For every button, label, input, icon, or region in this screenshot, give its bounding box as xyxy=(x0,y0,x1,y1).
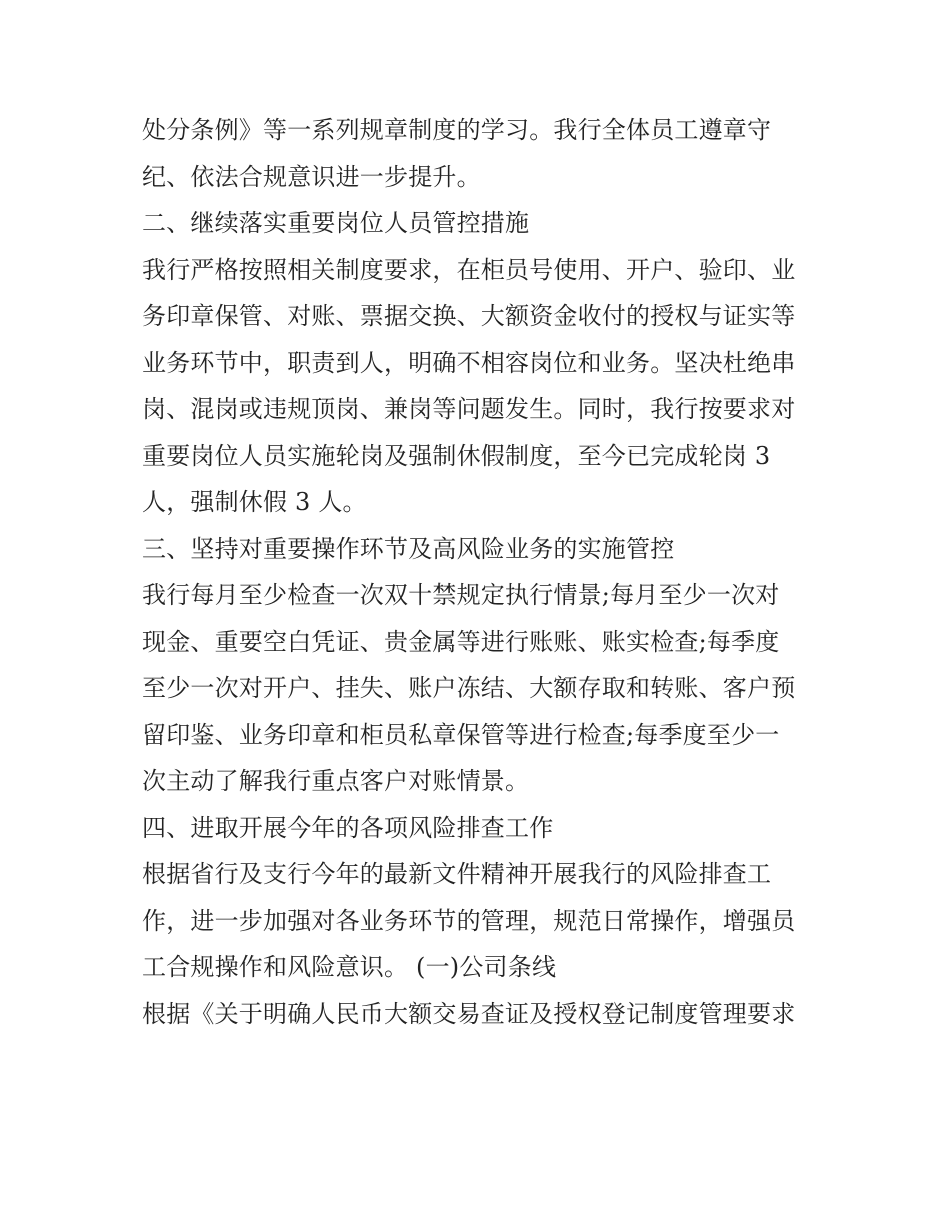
paragraph-line: 根据《关于明确人民币大额交易查证及授权登记制度管理要求 xyxy=(142,999,796,1028)
paragraph-line: 留印鉴、业务印章和柜员私章保管等进行检查;每季度至少一 xyxy=(142,720,780,749)
paragraph-line: 我行每月至少检查一次双十禁规定执行情景;每月至少一次对 xyxy=(142,581,780,609)
paragraph-line: 我行严格按照相关制度要求，在柜员号使用、开户、验印、业 xyxy=(142,255,796,284)
paragraph-line: 至少一次对开户、挂失、账户冻结、大额存取和转账、客户预 xyxy=(142,674,796,702)
paragraph-line: 处分条例》等一系列规章制度的学习。我行全体员工遵章守 xyxy=(142,116,772,144)
paragraph-line: 次主动了解我行重点客户对账情景。 xyxy=(142,767,530,795)
paragraph-line: 人，强制休假 3 人。 xyxy=(142,488,367,516)
paragraph-line: 现金、重要空白凭证、贵金属等进行账账、账实检查;每季度 xyxy=(142,627,780,656)
paragraph-line: 工合规操作和风险意识。 (一)公司条线 xyxy=(142,953,557,981)
paragraph-line: 纪、依法合规意识进一步提升。 xyxy=(142,162,481,191)
section-heading: 四、进取开展今年的各项风险排查工作 xyxy=(142,813,554,842)
paragraph-line: 业务环节中，职责到人，明确不相容岗位和业务。坚决杜绝串 xyxy=(142,348,796,377)
paragraph-line: 务印章保管、对账、票据交换、大额资金收付的授权与证实等 xyxy=(142,302,796,330)
document-body xyxy=(142,107,822,1037)
paragraph-line: 作，进一步加强对各业务环节的管理，规范日常操作，增强员 xyxy=(142,906,796,935)
paragraph-line: 重要岗位人员实施轮岗及强制休假制度，至今已完成轮岗 3 xyxy=(142,441,771,470)
section-heading: 二、继续落实重要岗位人员管控措施 xyxy=(142,209,530,237)
paragraph-line: 岗、混岗或违规顶岗、兼岗等问题发生。同时，我行按要求对 xyxy=(142,395,796,423)
section-heading: 三、坚持对重要操作环节及高风险业务的实施管控 xyxy=(142,534,675,563)
paragraph-line: 根据省行及支行今年的最新文件精神开展我行的风险排查工 xyxy=(142,860,772,888)
